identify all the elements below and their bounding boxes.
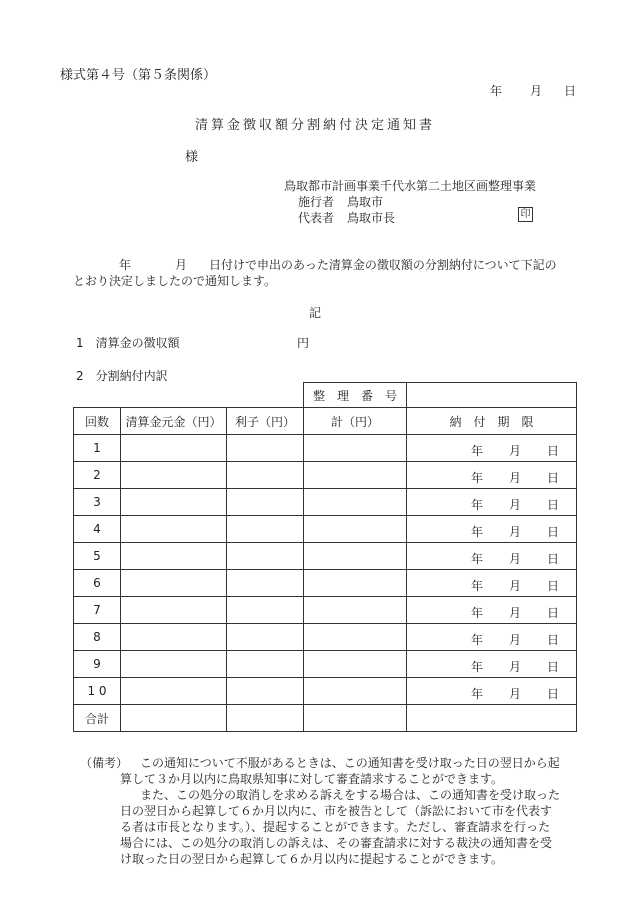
application-month: 月 <box>175 258 188 272</box>
total-due <box>407 705 577 732</box>
due-day: 日 <box>547 552 560 566</box>
date-day: 日 <box>564 84 577 98</box>
due-year: 年 <box>471 525 484 539</box>
item1-label: 1 清算金の徴収額 <box>76 336 180 350</box>
due-day: 日 <box>547 633 560 647</box>
table-row <box>74 516 577 543</box>
table-row <box>74 624 577 651</box>
due-year: 年 <box>471 444 484 458</box>
note-line: 場合には、この処分の取消しの訴えは、その審査請求に対する裁決の通知書を受 <box>120 836 553 850</box>
document-title: 清算金徴収額分割納付決定通知書 <box>194 118 435 133</box>
row-number: 3 <box>74 489 121 516</box>
due-month: 月 <box>509 471 522 485</box>
due-date-cell[interactable] <box>407 651 577 678</box>
due-date-cell[interactable] <box>407 597 577 624</box>
header-due-date: 納 付 期 限 <box>407 408 577 435</box>
due-year: 年 <box>471 606 484 620</box>
interest-cell[interactable] <box>227 543 304 570</box>
header-principal: 清算金元金（円） <box>121 408 227 435</box>
note-line: この通知について不服があるときは、この通知書を受け取った日の翌日から起 <box>140 756 560 770</box>
issuer-project: 鳥取都市計画事業千代水第二土地区画整理事業 <box>284 179 537 193</box>
total-cell[interactable] <box>304 570 407 597</box>
principal-cell[interactable] <box>121 435 227 462</box>
due-day: 日 <box>547 525 560 539</box>
due-date-cell[interactable] <box>407 435 577 462</box>
due-day: 日 <box>547 687 560 701</box>
due-month: 月 <box>509 525 522 539</box>
note-line: け取った日の翌日から起算して６か月以内に提起することができます。 <box>120 852 504 866</box>
table-row <box>74 489 577 516</box>
total-cell[interactable] <box>304 489 407 516</box>
principal-cell[interactable] <box>121 489 227 516</box>
due-date-cell[interactable] <box>407 462 577 489</box>
due-year: 年 <box>471 633 484 647</box>
addressee-suffix: 様 <box>185 150 199 165</box>
table-spacer <box>74 383 304 408</box>
header-count: 回数 <box>74 408 121 435</box>
interest-cell[interactable] <box>227 597 304 624</box>
principal-cell[interactable] <box>121 462 227 489</box>
due-date-cell[interactable] <box>407 489 577 516</box>
principal-cell[interactable] <box>121 624 227 651</box>
interest-cell[interactable] <box>227 489 304 516</box>
principal-cell[interactable] <box>121 651 227 678</box>
due-month: 月 <box>509 579 522 593</box>
table-row <box>74 651 577 678</box>
note-line: 日の翌日から起算して６か月以内に、市を被告として（訴訟において市を代表す <box>120 804 553 818</box>
form-number: 様式第４号（第５条関係） <box>60 68 217 83</box>
due-date-cell[interactable] <box>407 570 577 597</box>
ki-heading: 記 <box>308 306 321 320</box>
due-day: 日 <box>547 471 560 485</box>
due-date-cell[interactable] <box>407 516 577 543</box>
row-number: 8 <box>74 624 121 651</box>
header-total: 計（円） <box>304 408 407 435</box>
total-cell[interactable] <box>304 678 407 705</box>
principal-cell[interactable] <box>121 516 227 543</box>
row-number: 7 <box>74 597 121 624</box>
row-number: 5 <box>74 543 121 570</box>
header-interest: 利子（円） <box>227 408 304 435</box>
interest-cell[interactable] <box>227 435 304 462</box>
note-line: 算して３か月以内に鳥取県知事に対して審査請求することができます。 <box>120 772 504 786</box>
row-number: 2 <box>74 462 121 489</box>
row-number: 6 <box>74 570 121 597</box>
note-line: また、この処分の取消しを求める訴えをする場合は、この通知書を受け取った <box>140 788 561 802</box>
table-row <box>74 462 577 489</box>
due-date-cell[interactable] <box>407 624 577 651</box>
total-interest[interactable] <box>227 705 304 732</box>
due-day: 日 <box>547 498 560 512</box>
due-year: 年 <box>471 552 484 566</box>
issue-date <box>490 82 576 99</box>
total-cell[interactable] <box>304 435 407 462</box>
due-day: 日 <box>547 444 560 458</box>
due-month: 月 <box>509 552 522 566</box>
due-year: 年 <box>471 471 484 485</box>
due-year: 年 <box>471 498 484 512</box>
principal-cell[interactable] <box>121 570 227 597</box>
total-cell[interactable] <box>304 651 407 678</box>
total-cell[interactable] <box>304 624 407 651</box>
due-day: 日 <box>547 660 560 674</box>
interest-cell[interactable] <box>227 516 304 543</box>
executor-label: 施行者 <box>298 195 335 209</box>
total-principal[interactable] <box>121 705 227 732</box>
row-number: 9 <box>74 651 121 678</box>
row-number: 1 0 <box>74 678 121 705</box>
notes-label: （備考） <box>80 756 129 770</box>
representative-value: 鳥取市長 <box>347 211 396 225</box>
due-month: 月 <box>509 687 522 701</box>
note-line: る者は市長となります。）、提起することができます。ただし、審査請求を行った <box>120 820 551 834</box>
due-month: 月 <box>509 633 522 647</box>
body-text-line1: 日付けで申出のあった清算金の徴収額の分割納付について下記の <box>209 258 557 272</box>
executor-value: 鳥取市 <box>347 195 384 209</box>
table-row <box>74 597 577 624</box>
total-label: 合計 <box>74 705 121 732</box>
interest-cell[interactable] <box>227 651 304 678</box>
interest-cell[interactable] <box>227 678 304 705</box>
representative-label: 代表者 <box>298 211 335 225</box>
date-month: 月 <box>530 84 543 98</box>
table-row <box>74 678 577 705</box>
due-month: 月 <box>509 444 522 458</box>
total-cell[interactable] <box>304 516 407 543</box>
due-day: 日 <box>547 579 560 593</box>
seiri-bango-label: 整 理 番 号 <box>304 383 407 408</box>
interest-cell[interactable] <box>227 624 304 651</box>
total-cell[interactable] <box>304 597 407 624</box>
row-number: 4 <box>74 516 121 543</box>
interest-cell[interactable] <box>227 570 304 597</box>
due-day: 日 <box>547 606 560 620</box>
due-year: 年 <box>471 687 484 701</box>
body-text-line2: とおり決定しましたので通知します。 <box>73 274 277 288</box>
row-number: 1 <box>74 435 121 462</box>
principal-cell[interactable] <box>121 597 227 624</box>
total-cell[interactable] <box>304 543 407 570</box>
table-row <box>74 543 577 570</box>
table-row <box>74 435 577 462</box>
due-date-cell[interactable] <box>407 678 577 705</box>
due-month: 月 <box>509 606 522 620</box>
installment-table <box>73 382 577 732</box>
due-month: 月 <box>509 498 522 512</box>
application-year: 年 <box>119 258 132 272</box>
due-year: 年 <box>471 579 484 593</box>
total-cell[interactable] <box>304 462 407 489</box>
seal-mark: 印 <box>518 207 533 222</box>
due-month: 月 <box>509 660 522 674</box>
due-date-cell[interactable] <box>407 543 577 570</box>
due-year: 年 <box>471 660 484 674</box>
interest-cell[interactable] <box>227 462 304 489</box>
principal-cell[interactable] <box>121 543 227 570</box>
table-row <box>74 570 577 597</box>
date-year: 年 <box>490 84 503 98</box>
principal-cell[interactable] <box>121 678 227 705</box>
total-sum[interactable] <box>304 705 407 732</box>
item1-unit: 円 <box>297 336 310 350</box>
item2-label: 2 分割納付内訳 <box>76 369 168 383</box>
seiri-bango-value[interactable] <box>407 383 577 408</box>
